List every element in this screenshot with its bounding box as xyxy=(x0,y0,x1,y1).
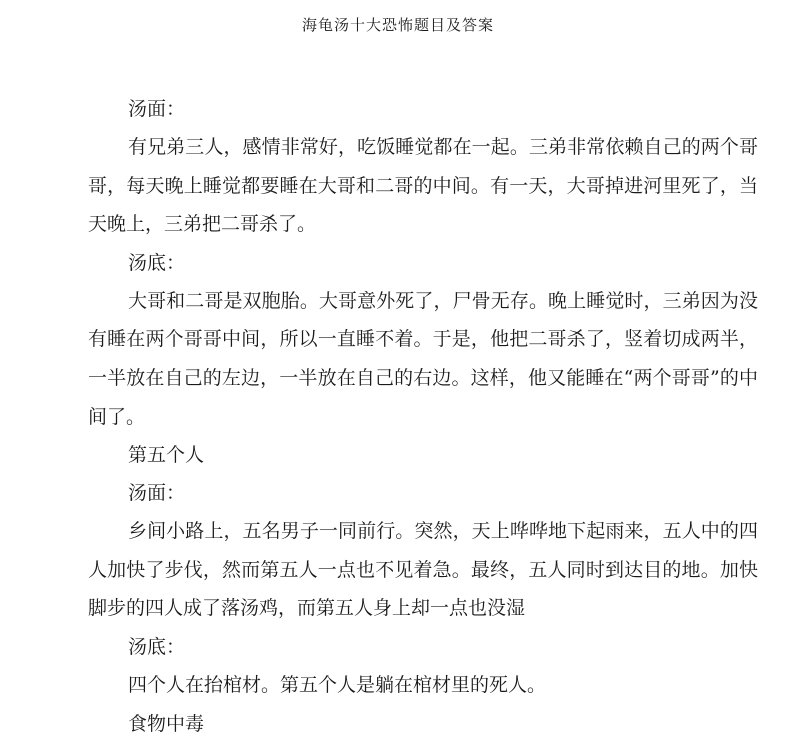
story1-question-label: 汤面： xyxy=(128,98,186,120)
story2-answer-label: 汤底： xyxy=(128,635,186,658)
story2-answer-text: 四个人在抬棺材。第五个人是躺在棺材里的死人。 xyxy=(128,673,547,696)
story1-answer-text: 大哥和二哥是双胞胎。大哥意外死了，尸骨无存。晚上睡觉时，三弟因为没有睡在两个哥哥中间，所以一直睡不着。于是，他把二哥杀了，竖着切成两半，一半放在自己的左边，一半放在自己的右边。这样，他又能睡在“两个哥哥”的中间了。 xyxy=(88,289,758,428)
story1-answer-label: 汤底： xyxy=(128,251,186,274)
story2-question-label: 汤面： xyxy=(128,482,186,505)
story1-question-text: 有兄弟三人，感情非常好，吃饭睡觉都在一起。三弟非常依赖自己的两个哥哥，每天晚上睡觉都要睡在大哥和二哥的中间。有一天，大哥掉进河里死了，当天晚上，三弟把二哥杀了。 xyxy=(88,136,758,236)
story2-title: 第五个人 xyxy=(128,444,205,467)
document-body xyxy=(88,90,758,743)
story3-title: 食物中毒 xyxy=(128,712,205,735)
document-title: 海龟汤十大恐怖题目及答案 xyxy=(301,16,494,34)
story2-question-text: 乡间小路上，五名男子一同前行。突然，天上哗哗地下起雨来，五人中的四人加快了步伐，然而第五人一点也不见着急。最终，五人同时到达目的地。加快脚步的四人成了落汤鸡，而第五人身上却一点也没湿 xyxy=(88,520,758,620)
